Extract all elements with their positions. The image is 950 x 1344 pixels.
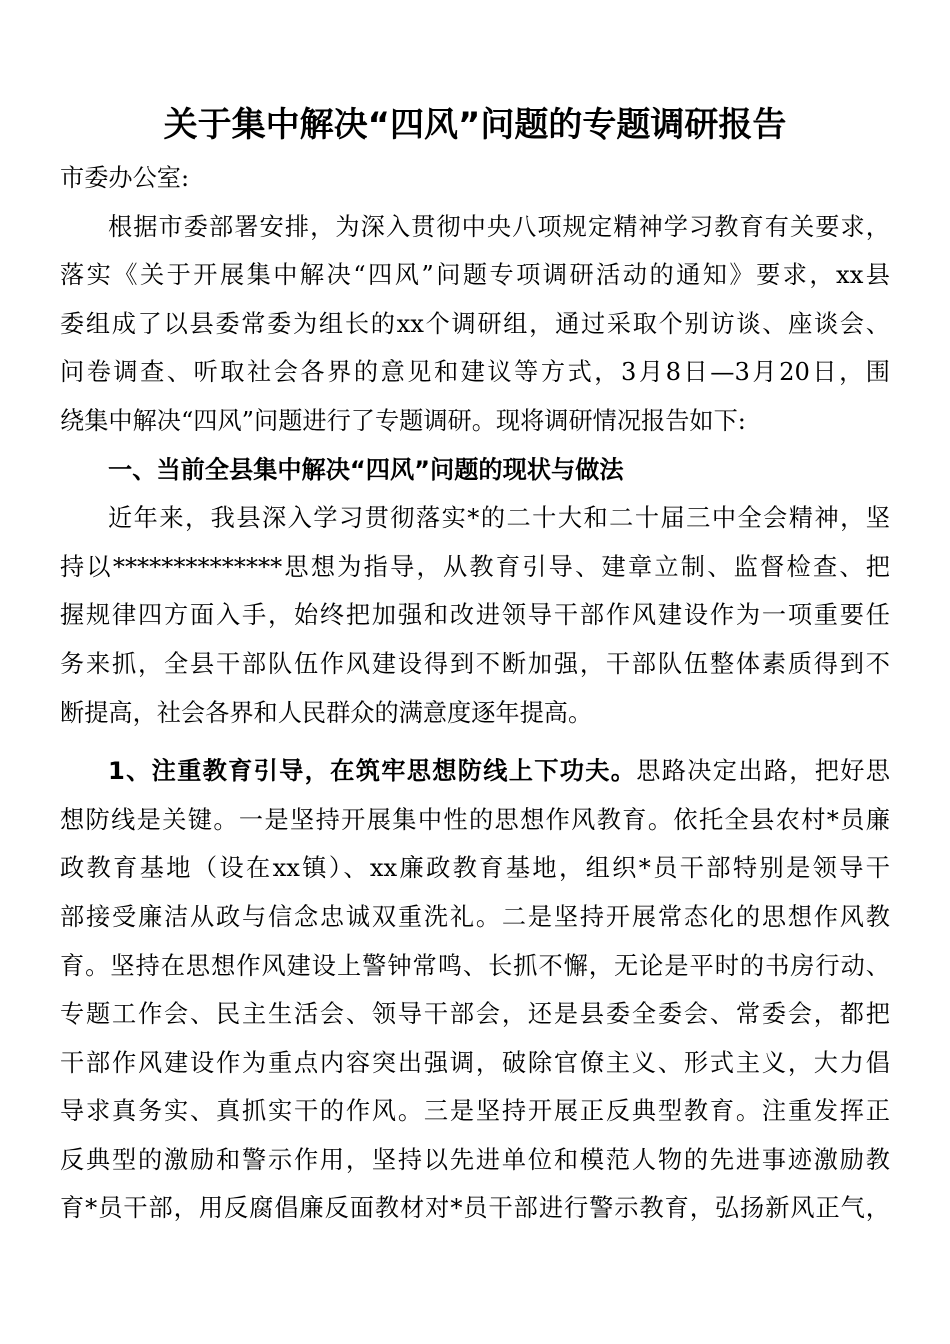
paragraph-line: 育*员干部，用反腐倡廉反面教材对*员干部进行警示教育，弘扬新风正气， [60, 1194, 890, 1223]
paragraph-line: 专题工作会、民主生活会、领导干部会，还是县委全委会、常委会，都把 [60, 1000, 890, 1029]
paragraph-gap [60, 737, 890, 747]
paragraph-line: 反典型的激励和警示作用，坚持以先进单位和模范人物的先进事迹激励教 [60, 1145, 890, 1174]
salutation: 市委办公室: [60, 164, 190, 192]
paragraph-line: 握规律四方面入手，始终把加强和改进领导干部作风建设作为一项重要任 [60, 601, 890, 630]
paragraph-line: 根据市委部署安排，为深入贯彻中央八项规定精神学习教育有关要求， [108, 212, 890, 241]
paragraph-line: 政教育基地（设在xx镇）、xx廉政教育基地，组织*员干部特别是领导干 [60, 854, 890, 883]
paragraph-line: 断提高，社会各界和人民群众的满意度逐年提高。 [60, 698, 593, 727]
intro-paragraph [60, 203, 890, 446]
paragraph-line: 务来抓，全县干部队伍作风建设得到不断加强，干部队伍整体素质得到不 [60, 649, 890, 678]
paragraph-line [60, 747, 890, 796]
paragraph-line: 委组成了以县委常委为组长的xx个调研组，通过采取个别访谈、座谈会、 [60, 309, 890, 338]
paragraph-line: 导求真务实、真抓实干的作风。三是坚持开展正反典型教育。注重发挥正 [60, 1097, 890, 1126]
section-heading: 一、当前全县集中解决“四风”问题的现状与做法 [108, 455, 624, 484]
paragraph-line: 育。坚持在思想作风建设上警钟常鸣、长抓不懈，无论是平时的书房行动、 [60, 951, 890, 980]
paragraph-line: 落实《关于开展集中解决“四风”问题专项调研活动的通知》要求，xx县 [60, 261, 890, 290]
paragraph-line: 想防线是关键。一是坚持开展集中性的思想作风教育。依托全县农村*员廉 [60, 805, 890, 834]
document-title: 关于集中解决“四风”问题的专题调研报告 [163, 105, 787, 145]
paragraph-line: 持以**************思想为指导，从教育引导、建章立制、监督检查、把 [60, 552, 890, 581]
section1-paragraph [60, 494, 890, 737]
point-text: 思路决定出路，把好思 [636, 757, 890, 786]
document-body [60, 154, 890, 1233]
paragraph-line: 近年来，我县深入学习贯彻落实*的二十大和二十届三中全会精神，坚 [108, 504, 890, 533]
paragraph-line: 问卷调查、听取社会各界的意见和建议等方式，3月8日—3月20日，围 [60, 358, 890, 387]
point1-paragraph [60, 747, 890, 1233]
paragraph-line: 干部作风建设作为重点内容突出强调，破除官僚主义、形式主义，大力倡 [60, 1048, 890, 1077]
paragraph-line: 部接受廉洁从政与信念忠诚双重洗礼。二是坚持开展常态化的思想作风教 [60, 902, 890, 931]
point-heading: 1、注重教育引导，在筑牢思想防线上下功夫。 [108, 757, 637, 786]
paragraph-line: 绕集中解决“四风”问题进行了专题调研。现将调研情况报告如下: [60, 406, 746, 435]
